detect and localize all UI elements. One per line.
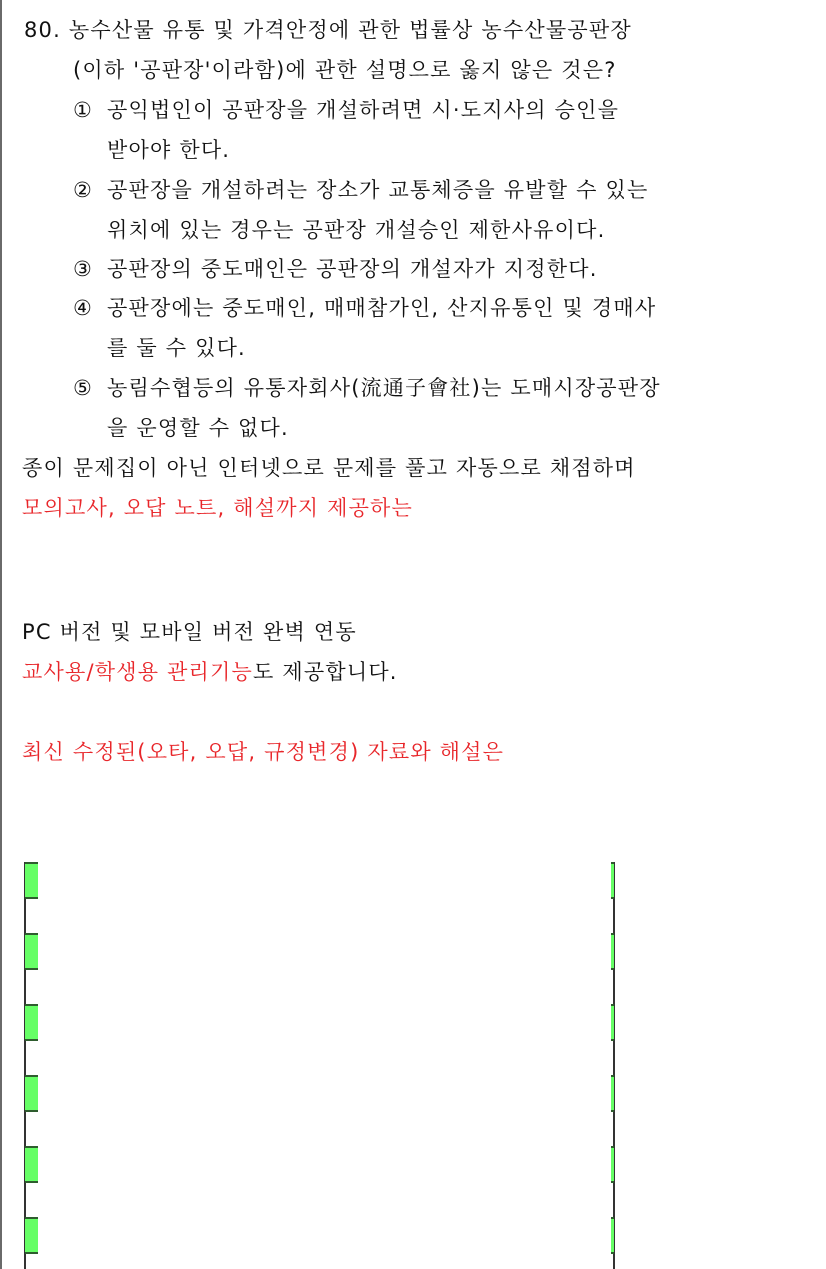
green-marker-right <box>611 1075 614 1112</box>
question-stem-line2: (이하 '공판장'이라함)에 관한 설명으로 옳지 않은 것은? <box>73 58 617 82</box>
promo-line3: PC 버전 및 모바일 버전 완벽 연동 <box>22 620 357 644</box>
green-marker-right <box>611 1004 614 1041</box>
green-marker-right <box>611 862 614 899</box>
promo-line5: 최신 수정된(오타, 오답, 규정변경) 자료와 해설은 <box>22 740 505 764</box>
option-1-cont: 받아야 한다. <box>107 138 231 162</box>
green-marker-left <box>25 933 38 970</box>
option-4-cont: 를 둘 수 있다. <box>107 336 246 360</box>
question-stem-text: 농수산물 유통 및 가격안정에 관한 법률상 농수산물공판장 <box>68 18 632 42</box>
promo-line4 <box>22 658 398 686</box>
option-text: 공판장의 중도매인은 공판장의 개설자가 지정한다. <box>107 257 598 281</box>
page-left-border <box>0 0 2 1269</box>
option-3 <box>73 255 598 283</box>
frame-left-line <box>24 862 26 1269</box>
green-marker-left <box>25 1217 38 1254</box>
option-marker: ① <box>73 98 94 122</box>
option-marker: ③ <box>73 257 94 281</box>
promo-line4-rest: 도 제공합니다. <box>253 660 398 684</box>
option-4 <box>73 294 656 322</box>
option-2-cont: 위치에 있는 경우는 공판장 개설승인 제한사유이다. <box>107 218 606 242</box>
green-marker-right <box>611 933 614 970</box>
green-marker-right <box>611 1146 614 1183</box>
question-stem-line1 <box>24 16 632 44</box>
option-marker: ④ <box>73 296 94 320</box>
frame-right-line <box>613 862 615 1269</box>
promo-line2: 모의고사, 오답 노트, 해설까지 제공하는 <box>22 496 414 520</box>
green-marker-left <box>25 1146 38 1183</box>
option-marker: ② <box>73 178 94 202</box>
option-marker: ⑤ <box>73 376 94 400</box>
option-text: 공판장에는 중도매인, 매매참가인, 산지유통인 및 경매사 <box>107 296 657 320</box>
option-text: 공익법인이 공판장을 개설하려면 시·도지사의 승인을 <box>107 98 620 122</box>
promo-line4-highlight: 교사용/학생용 관리기능 <box>22 660 254 684</box>
option-text: 농림수협등의 유통자회사(流通子會社)는 도매시장공판장 <box>107 376 661 400</box>
option-text: 공판장을 개설하려는 장소가 교통체증을 유발할 수 있는 <box>107 178 649 202</box>
green-marker-left <box>25 862 38 899</box>
option-5-cont: 을 운영할 수 없다. <box>107 416 289 440</box>
green-marker-left <box>25 1004 38 1041</box>
green-marker-left <box>25 1075 38 1112</box>
question-number: 80. <box>24 18 61 42</box>
option-5 <box>73 374 661 402</box>
promo-line1: 종이 문제집이 아닌 인터넷으로 문제를 풀고 자동으로 채점하며 <box>22 456 636 480</box>
green-marker-right <box>611 1217 614 1254</box>
option-2 <box>73 176 648 204</box>
option-1 <box>73 96 619 124</box>
